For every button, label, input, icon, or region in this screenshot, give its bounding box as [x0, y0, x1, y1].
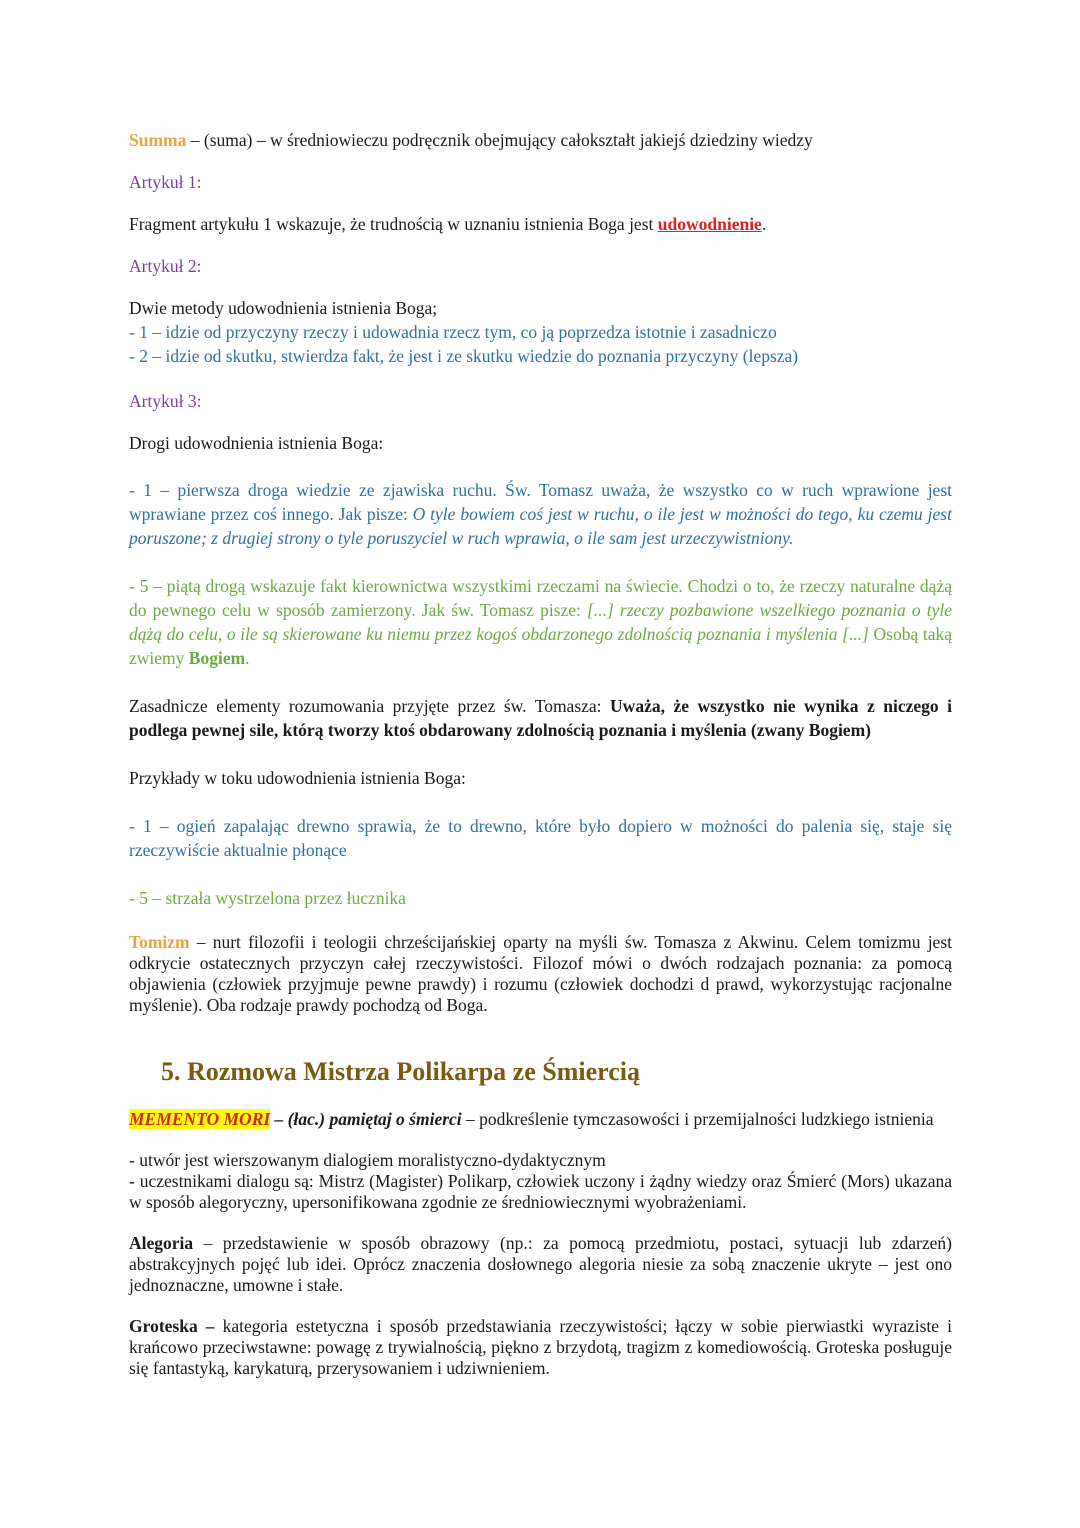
method-2: - 2 – idzie od skutku, stwierdza fakt, że jest i ze skutku wiedzie do poznania przyczyny (lepsza)	[129, 346, 799, 366]
article-3-title: Artykuł 3:	[129, 391, 202, 411]
method-1: - 1 – idzie od przyczyny rzeczy i udowadnia rzecz tym, co ją poprzedza istotnie i zasadniczo	[129, 322, 777, 342]
reasoning-bold: Uważa, że wszystko nie wynika z niczego i podlega pewnej sile, którą tworzy ktoś obdarowany zdolnością poznania i myślenia (zwany Bogiem)	[129, 696, 952, 740]
way-1-quote: O tyle bowiem coś jest w ruchu, o ile jest w możności do tego, ku czemu jest poruszone; z drugiej strony o tyle poruszyciel w ruch wprawia, o ile sam jest urzeczywistniony.	[129, 504, 952, 548]
alegoria-text: – przedstawienie w sposób obrazowy (np.: za pomocą przedmiotu, postaci, sytuacji lub zdarzeń) abstrakcyjnych pojęć lub idei. Oprócz znaczenia dosłownego alegoria niesie za sobą znaczenie ukryte – jest ono jednoznaczne, umowne i stałe.	[129, 1233, 952, 1295]
way-5	[129, 574, 952, 670]
way-1	[129, 478, 952, 550]
summa-definition-text: – (suma) – w średniowieczu podręcznik obejmujący całokształt jakiejś dziedziny wiedzy	[186, 130, 813, 150]
bullet-2: - uczestnikami dialogu są: Mistrz (Magister) Polikarp, człowiek uczony i żądny wiedzy oraz Śmierć (Mors) ukazana w sposób alegoryczny, upersonifikowana zgodnie ze średniowiecznymi wyobrażeniami.	[129, 1171, 952, 1212]
examples-intro: Przykłady w toku udowodnienia istnienia Boga:	[129, 768, 466, 788]
example-1: - 1 – ogień zapalając drewno sprawia, że to drewno, które było dopiero w możności do palenia się, staje się rzeczywiście aktualnie płonące	[129, 816, 952, 860]
term-groteska: Groteska –	[129, 1316, 215, 1336]
article-2-title: Artykuł 2:	[129, 256, 202, 276]
article-3-intro: Drogi udowodnienia istnienia Boga:	[129, 433, 384, 453]
way-1-text: - 1 – pierwsza droga wiedzie ze zjawiska ruchu. Św. Tomasz uważa, że wszystko co w ruch wprawione jest wprawiane przez coś innego. Jak pisze:	[129, 480, 952, 524]
way-5-bogiem: Bogiem	[188, 648, 246, 668]
tomizm-text: – nurt filozofii i teologii chrześcijańskiej oparty na myśli św. Tomasza z Akwinu. Celem tomizmu jest odkrycie ostatecznych przyczyn całej rzeczywistości. Filozof mówi o dwóch rodzajach poznania: za pomocą objawienia (człowiek przyjmuje pewne prawdy) i rozumu (człowiek dochodzi d prawd, wykorzystując racjonalne myślenie). Oba rodzaje prawdy pochodzą od Boga.	[129, 932, 952, 1015]
article-1-text-b: .	[761, 214, 767, 234]
way-5-text: - 5 – piątą drogą wskazuje fakt kierownictwa wszystkimi rzeczami na świecie. Chodzi o to, że rzeczy naturalne dążą do pewnego celu w sposób zamierzony. Jak św. Tomasz pisze:	[129, 576, 952, 620]
reasoning-label: Zasadnicze elementy rozumowania przyjęte przez św. Tomasza:	[129, 696, 611, 716]
term-tomizm: Tomizm	[129, 932, 190, 952]
summa-definition	[129, 128, 952, 152]
groteska-definition	[129, 1316, 952, 1379]
way-5-end: .	[245, 648, 250, 668]
article-1-text	[129, 212, 952, 236]
article-1-text-a: Fragment artykułu 1 wskazuje, że trudnością w uznaniu istnienia Boga jest	[129, 214, 658, 234]
section-5-heading: 5. Rozmowa Mistrza Polikarpa ze Śmiercią	[161, 1057, 640, 1086]
way-5-quote: [...] rzeczy pozbawione wszelkiego poznania o tyle dążą do celu, o ile są skierowane ku niemu przez kogoś obdarzonego zdolnością poznania i myślenia [...]	[129, 600, 952, 644]
term-alegoria: Alegoria	[129, 1233, 194, 1253]
tomizm-definition	[129, 932, 952, 1016]
alegoria-definition	[129, 1233, 952, 1296]
memento-text: – podkreślenie tymczasowości i przemijalności ludzkiego istnienia	[461, 1109, 934, 1129]
term-memento-mori: MEMENTO MORI	[129, 1109, 271, 1129]
reasoning-elements	[129, 694, 952, 742]
memento-translation: – (łac.) pamiętaj o śmierci	[270, 1109, 462, 1129]
article-1-title: Artykuł 1:	[129, 172, 202, 192]
highlight-udowodnienie: udowodnienie	[657, 214, 762, 234]
example-5: - 5 – strzała wystrzelona przez łucznika	[129, 888, 406, 908]
term-summa: Summa	[129, 130, 187, 150]
way-5-tail: Osobą taką zwiemy	[129, 624, 952, 668]
bullet-1: - utwór jest wierszowanym dialogiem moralistyczno-dydaktycznym	[129, 1150, 606, 1170]
article-2-intro: Dwie metody udowodnienia istnienia Boga;	[129, 298, 438, 318]
groteska-text: kategoria estetyczna i sposób przedstawiania rzeczywistości; łączy w sobie pierwiastki wyraziste i krańcowo przeciwstawne: powagę z trywialnością, piękno z brzydotą, tragizm z komediowością. Groteska posługuje się fantastyką, karykaturą, przerysowaniem i udziwnieniem.	[129, 1316, 952, 1378]
memento-mori	[129, 1107, 952, 1131]
